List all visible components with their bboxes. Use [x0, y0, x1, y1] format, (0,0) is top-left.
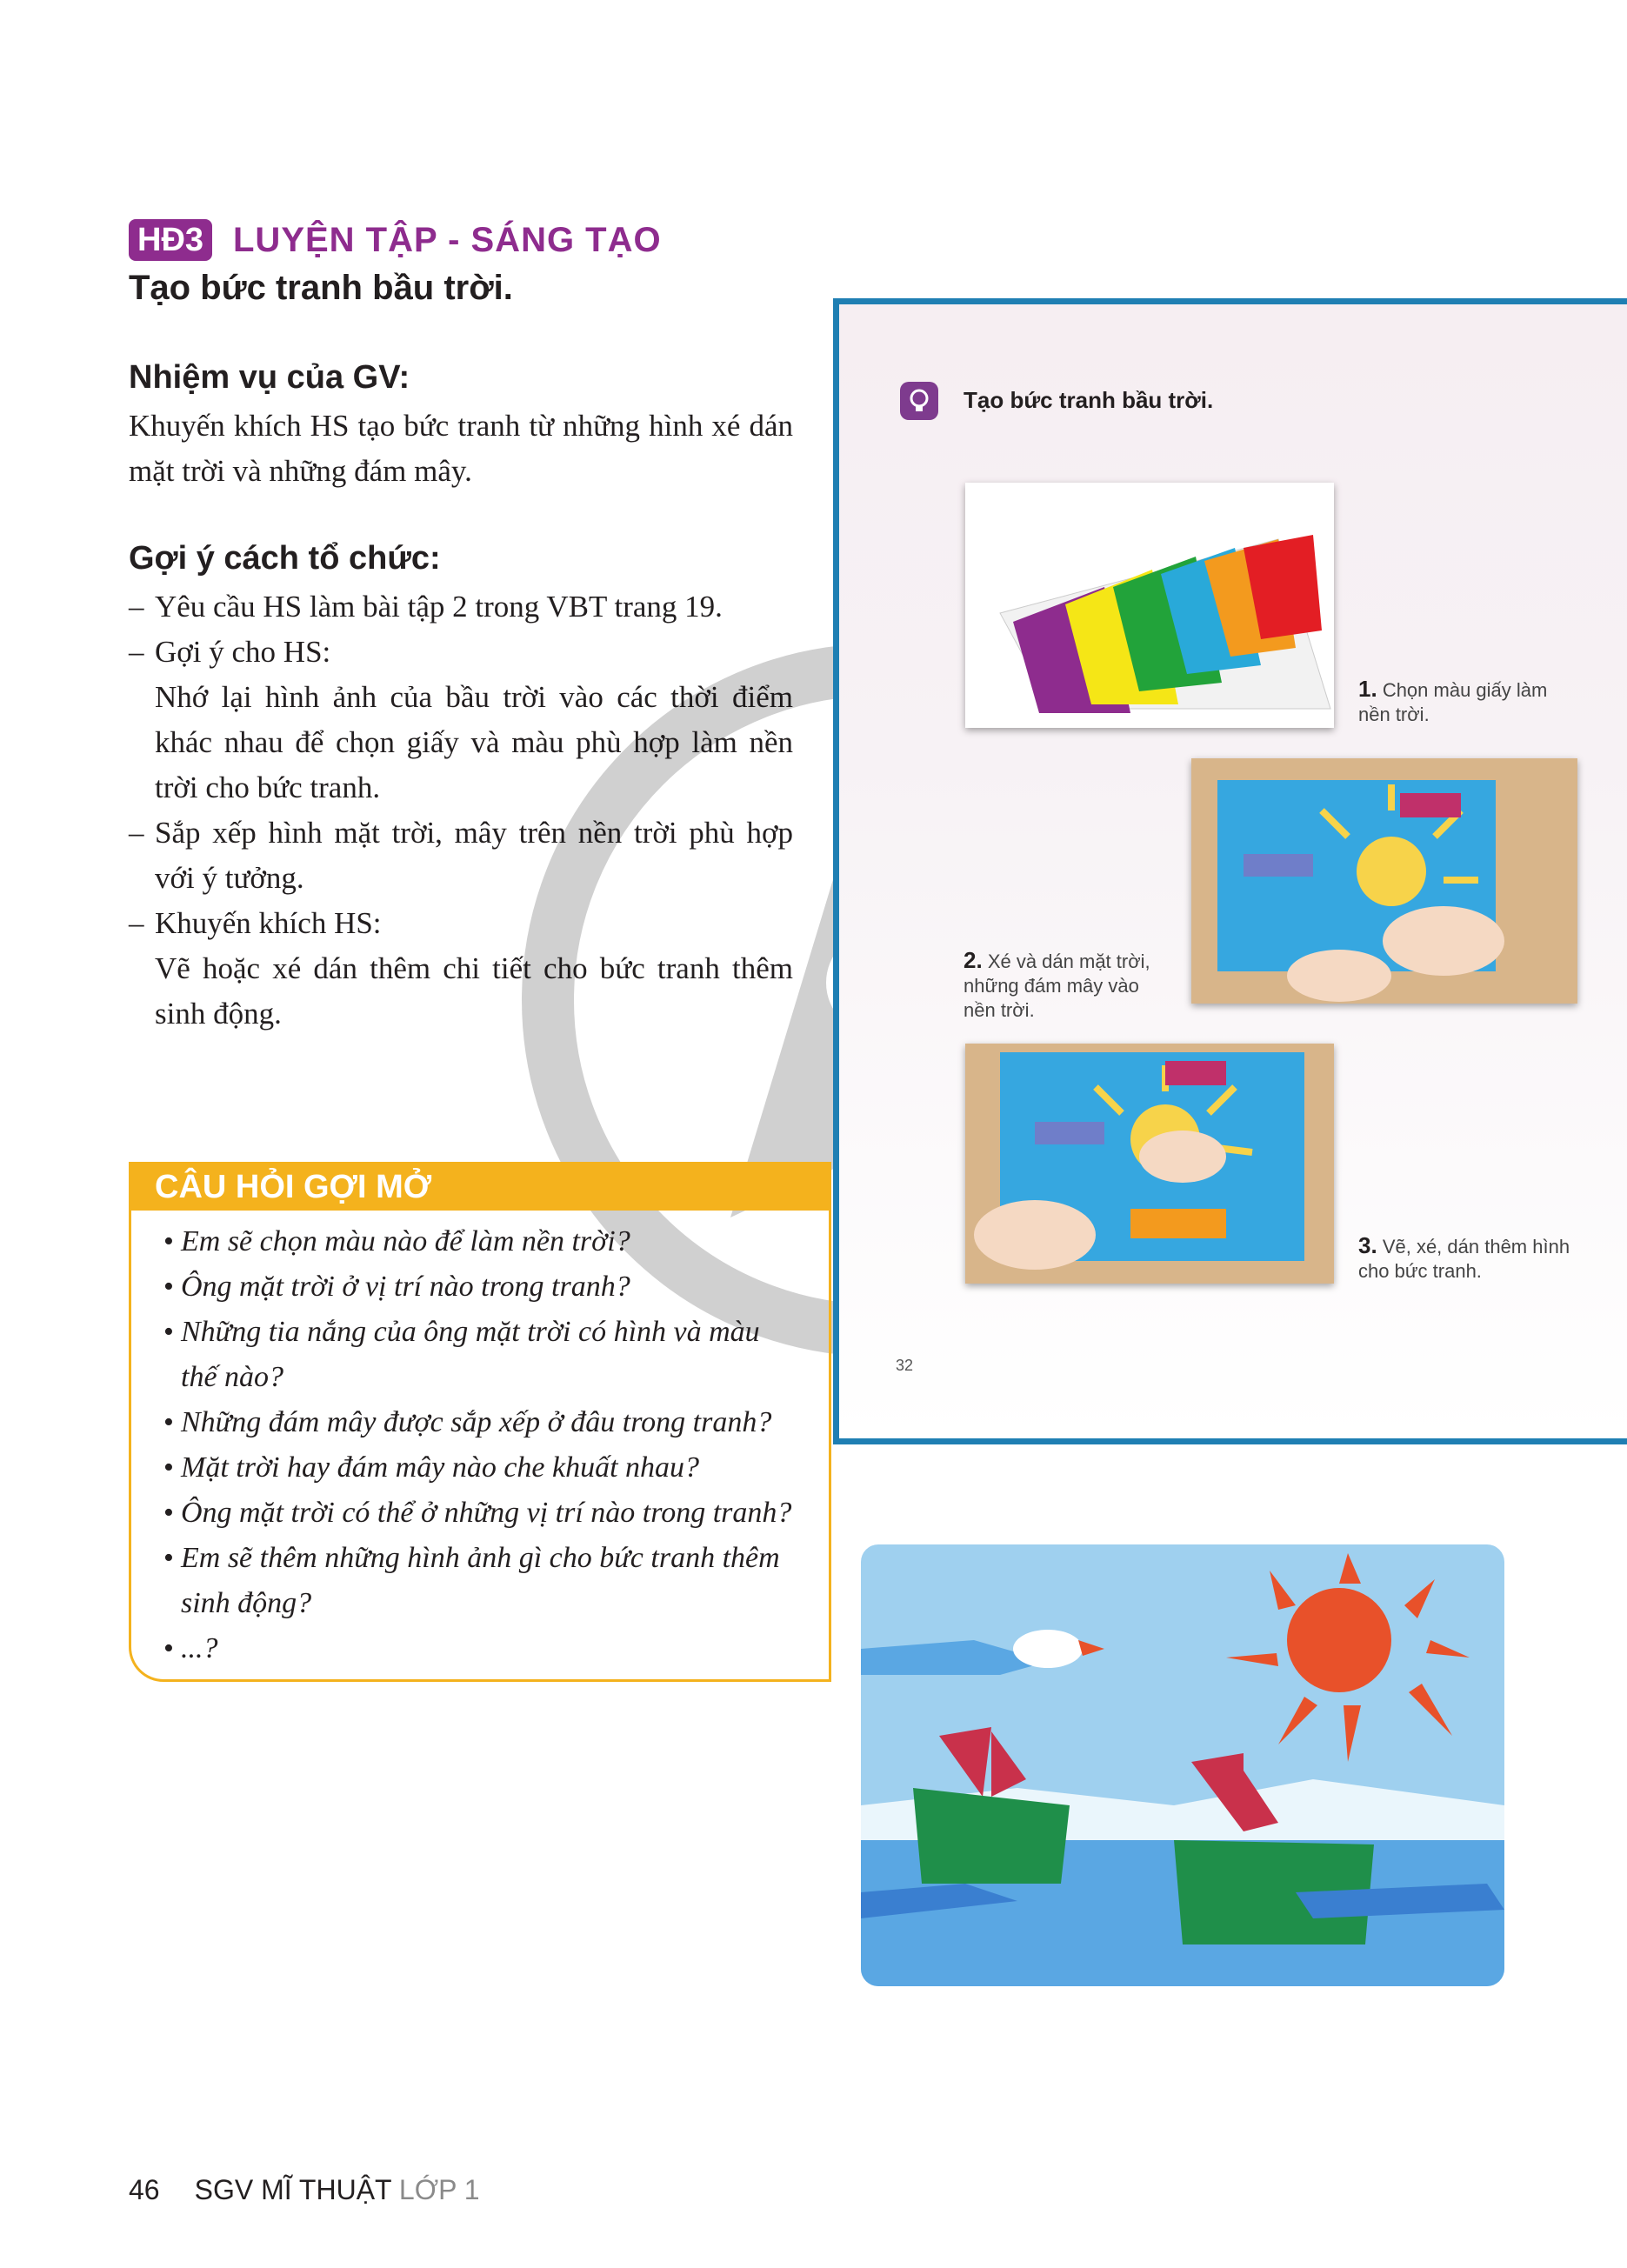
questions-heading: CÂU HỎI GỢI MỞ [129, 1162, 831, 1211]
question-item: • Ông mặt trời có thể ở những vị trí nào trong tranh? [163, 1497, 792, 1529]
book-name: SGV MĨ THUẬT [194, 2174, 391, 2205]
question-item: • Em sẽ chọn màu nào để làm nền trời? [163, 1225, 630, 1257]
step-caption-1: 1. Chọn màu giấy làm nền trời. [1358, 676, 1548, 725]
question-item: • ...? [163, 1632, 218, 1664]
list-item: – Gợi ý cho HS: Nhớ lại hình ảnh của bầu trời vào các thời điểm khác nhau để chọn giấy và màu phù hợp làm nền trời cho bức tranh. [129, 635, 793, 804]
photo-colored-papers [965, 483, 1334, 728]
question-item: • Những tia nắng của ông mặt trời có hình và màu thế nào? [163, 1316, 760, 1393]
teacher-task-text: Khuyến khích HS tạo bức tranh từ những hình xé dán mặt trời và những đám mây. [129, 409, 793, 488]
lightbulb-icon [900, 382, 938, 420]
step-caption-2: 2. Xé và dán mặt trời, những đám mây vào nền trời. [964, 947, 1150, 1021]
questions-list [163, 1219, 793, 1671]
page-footer [129, 2172, 480, 2207]
page-number: 46 [129, 2174, 160, 2205]
section-title: LUYỆN TẬP - SÁNG TẠO [233, 221, 662, 259]
organization-list [129, 584, 793, 1037]
organization-heading: Gợi ý cách tổ chức: [129, 540, 441, 577]
photo-sun-clouds-step2 [1191, 758, 1577, 1004]
page-subtitle: Tạo bức tranh bầu trời. [129, 269, 513, 307]
collage-artwork [861, 1544, 1504, 1986]
grade-label: LỚP 1 [398, 2174, 480, 2205]
list-item: – Khuyến khích HS: Vẽ hoặc xé dán thêm chi tiết cho bức tranh thêm sinh động. [129, 906, 793, 1031]
step-caption-3: 3. Vẽ, xé, dán thêm hình cho bức tranh. [1358, 1232, 1570, 1282]
question-item: • Mặt trời hay đám mây nào che khuất nhau? [163, 1451, 700, 1484]
question-item: • Ông mặt trời ở vị trí nào trong tranh? [163, 1271, 630, 1303]
activity-badge: HĐ3 [129, 219, 212, 261]
list-item: – Yêu cầu HS làm bài tập 2 trong VBT trang 19. [129, 590, 723, 624]
question-item: • Em sẽ thêm những hình ảnh gì cho bức tranh thêm sinh động? [163, 1542, 780, 1619]
textbook-page-title: Tạo bức tranh bầu trời. [964, 387, 1214, 413]
question-item: • Những đám mây được sắp xếp ở đâu trong tranh? [163, 1406, 772, 1438]
photo-sun-clouds-step3 [965, 1044, 1334, 1284]
list-item: – Sắp xếp hình mặt trời, mây trên nền trời phù hợp với ý tưởng. [129, 816, 793, 895]
textbook-page-number: 32 [896, 1357, 914, 1374]
teacher-task-heading: Nhiệm vụ của GV: [129, 359, 410, 396]
